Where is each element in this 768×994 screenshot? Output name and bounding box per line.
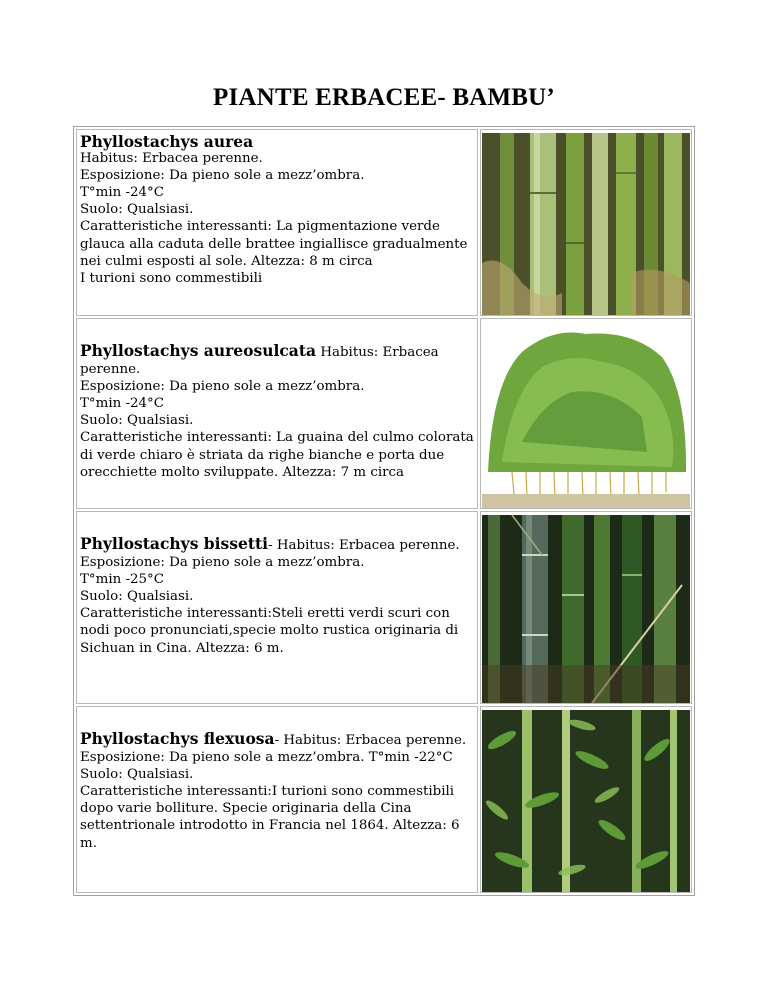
plant-description [76, 129, 478, 316]
plant-description [76, 318, 478, 509]
table-row [76, 706, 692, 893]
plant-name: Phyllostachys aureosulcata [80, 341, 317, 360]
description-line: T°min -25°C [80, 572, 164, 588]
description-line: m. [80, 835, 97, 851]
description-line: Caratteristiche interessanti: La pigmentazione verde [80, 219, 440, 235]
description-lead: - Habitus: Erbacea perenne. [274, 733, 467, 748]
description-line: Suolo: Qualsiasi. [80, 413, 194, 429]
plant-description [76, 706, 478, 893]
description-line: dopo varie bolliture. Specie originaria della Cina [80, 801, 412, 817]
description-line: Esposizione: Da pieno sole a mezz’ombra. T°min -22°C [80, 750, 453, 766]
description-line: Caratteristiche interessanti:Steli eretti verdi scuri con [80, 606, 450, 622]
description-line: Esposizione: Da pieno sole a mezz’ombra. [80, 379, 365, 395]
description-line: nei culmi esposti al sole. Altezza: 8 m circa [80, 253, 373, 269]
description-line: Suolo: Qualsiasi. [80, 767, 194, 783]
page-title: PIANTE ERBACEE- BAMBU’ [213, 84, 555, 111]
description-lead: Habitus: Erbacea [316, 345, 439, 360]
plant-photo-cell [480, 706, 692, 893]
plants-table [73, 126, 695, 896]
description-line: Esposizione: Da pieno sole a mezz’ombra. [80, 168, 365, 184]
description-line: Esposizione: Da pieno sole a mezz’ombra. [80, 555, 365, 571]
description-line: Suolo: Qualsiasi. [80, 202, 194, 218]
bamboo-photo [482, 133, 690, 315]
description-line: Caratteristiche interessanti: La guaina del culmo colorata [80, 430, 474, 446]
description-line: Suolo: Qualsiasi. [80, 589, 194, 605]
bamboo-photo [482, 515, 690, 703]
plant-description [76, 511, 478, 704]
bamboo-photo [482, 322, 690, 508]
description-line: glauca alla caduta delle brattee ingiallisce gradualmente [80, 236, 468, 252]
plant-name: Phyllostachys aurea [80, 132, 254, 151]
plant-name: Phyllostachys bissetti [80, 534, 269, 553]
description-line: Habitus: Erbacea perenne. [80, 151, 263, 167]
description-line: Caratteristiche interessanti:I turioni sono commestibili [80, 784, 455, 800]
plant-photo-cell [480, 318, 692, 509]
description-line: I turioni sono commestibili [80, 270, 263, 286]
table-row [76, 129, 692, 316]
description-line: perenne. [80, 362, 141, 378]
description-line: nodi poco pronunciati,specie molto rustica originaria di [80, 623, 459, 639]
table-row [76, 511, 692, 704]
plant-name: Phyllostachys flexuosa [80, 729, 275, 748]
bamboo-photo [482, 710, 690, 892]
plant-photo-cell [480, 129, 692, 316]
description-lead: - Habitus: Erbacea perenne. [268, 538, 460, 553]
description-line: settentrionale introdotto in Francia nel 1864. Altezza: 6 [80, 818, 460, 834]
plant-photo-cell [480, 511, 692, 704]
description-line: T°min -24°C [80, 185, 164, 201]
description-line: Sichuan in Cina. Altezza: 6 m. [80, 640, 284, 656]
table-row [76, 318, 692, 509]
description-line: di verde chiaro è striata da righe bianche e porta due [80, 447, 445, 463]
description-line: T°min -24°C [80, 396, 164, 412]
description-line: orecchiette molto sviluppate. Altezza: 7 m circa [80, 464, 404, 480]
